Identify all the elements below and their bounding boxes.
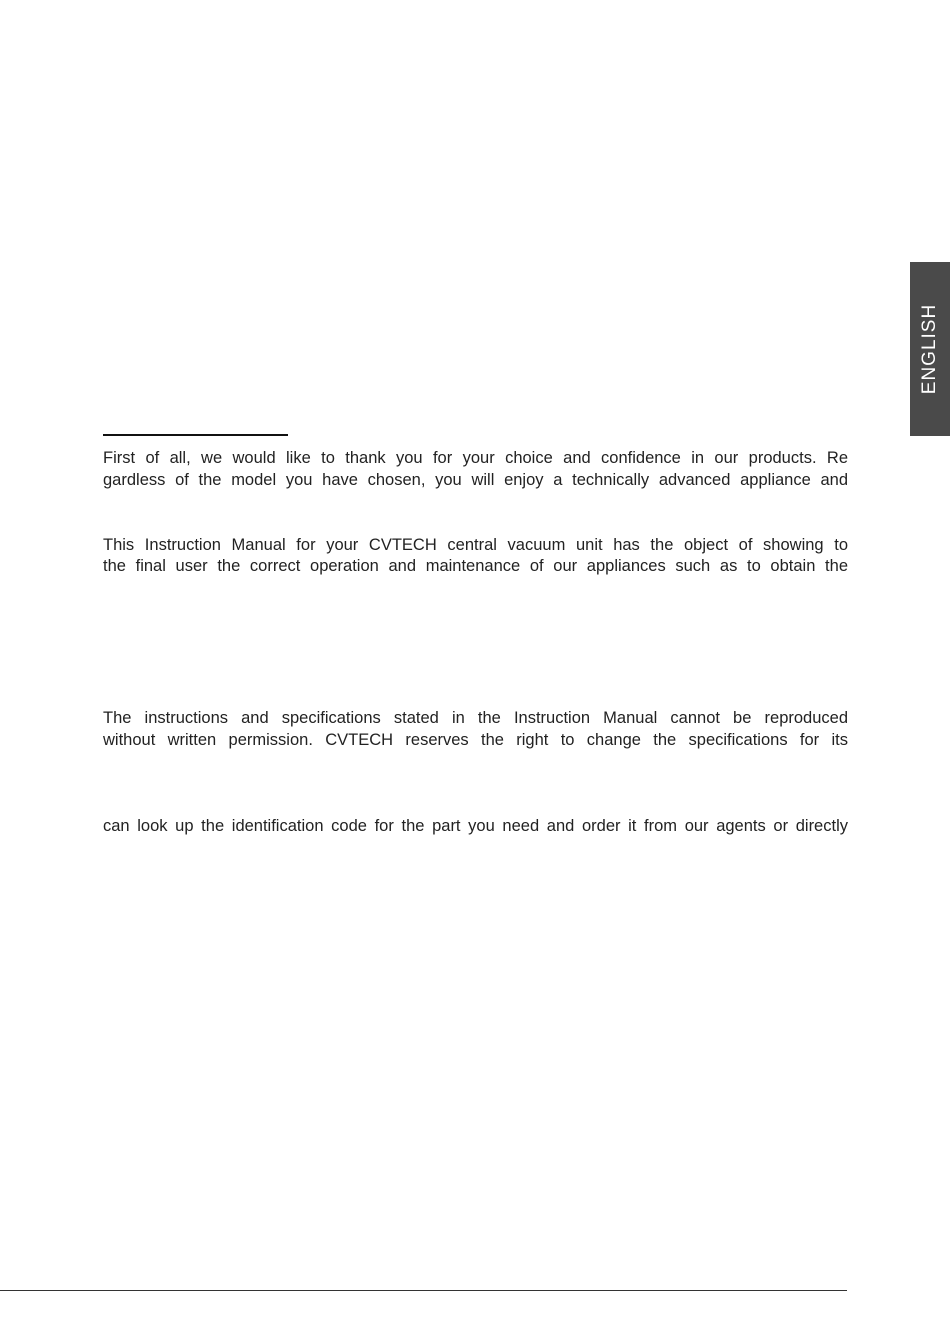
paragraph-4-line-1: can look up the identification code for the part you need and order it from our agents or directly: [103, 817, 848, 835]
paragraph-3-line-2: without written permission. CVTECH reserves the right to change the specifications for its: [103, 731, 848, 749]
paragraph-1-line-1: First of all, we would like to thank you for your choice and confidence in our products. Re: [103, 449, 848, 467]
paragraph-2-line-2: the final user the correct operation and maintenance of our appliances such as to obtain the: [103, 557, 848, 575]
footer-rule: [0, 1290, 847, 1291]
paragraph-3-line-1: The instructions and specifications stated in the Instruction Manual cannot be reproduced: [103, 709, 848, 727]
language-tab-label: ENGLISH: [919, 303, 940, 395]
language-tab: [910, 262, 950, 436]
paragraph-1-line-2: gardless of the model you have chosen, you will enjoy a technically advanced appliance and: [103, 471, 848, 489]
paragraph-2-line-1: This Instruction Manual for your CVTECH central vacuum unit has the object of showing to: [103, 536, 848, 554]
section-heading-rule: [103, 434, 288, 436]
